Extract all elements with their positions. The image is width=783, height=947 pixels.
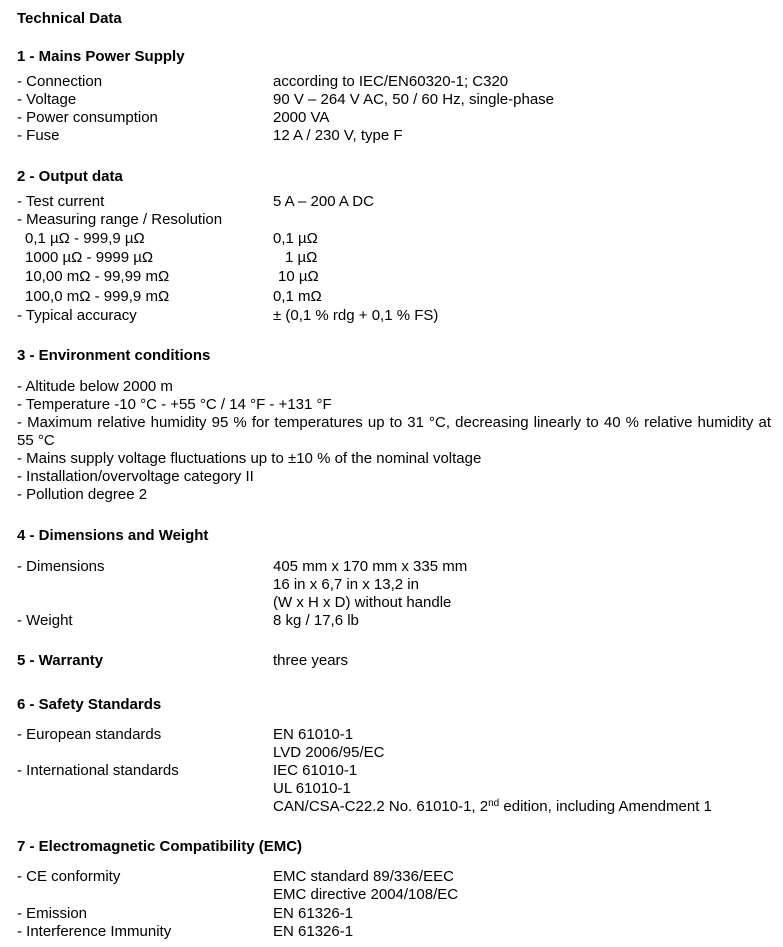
- dimensions-in: 16 in x 6,7 in x 13,2 in: [273, 576, 419, 593]
- interference-immunity-value: EN 61326-1: [273, 923, 354, 940]
- temperature-line: - Temperature -10 °C - +55 °C / 14 °F - +131 °F: [17, 396, 332, 413]
- power-consumption-value: 2000 VA: [273, 109, 330, 126]
- csa-superscript: nd: [488, 798, 500, 809]
- installation-category-line: - Installation/overvoltage category II: [17, 468, 254, 485]
- humidity-paragraph: - Maximum relative humidity 95 % for temperatures up to 31 °C, decreasing linearly to 40 % relative humidity at 55 °C: [17, 414, 771, 449]
- fuse-value: 12 A / 230 V, type F: [273, 127, 403, 144]
- altitude-line: - Altitude below 2000 m: [17, 378, 173, 395]
- typical-accuracy-label: - Typical accuracy: [17, 307, 137, 324]
- voltage-label: - Voltage: [17, 91, 77, 108]
- section-heading-emc: 7 - Electromagnetic Compatibility (EMC): [17, 838, 303, 855]
- ce-standard-1: EMC standard 89/336/EEC: [273, 868, 454, 885]
- section-heading-warranty: 5 - Warranty: [17, 652, 104, 669]
- weight-value: 8 kg / 17,6 lb: [273, 612, 359, 629]
- international-standards-label: - International standards: [17, 762, 179, 779]
- section-heading-dimensions: 4 - Dimensions and Weight: [17, 527, 209, 544]
- ce-standard-2: EMC directive 2004/108/EC: [273, 886, 459, 903]
- range-row-2: 1000 µΩ - 9999 µΩ: [25, 249, 154, 266]
- interference-immunity-label: - Interference Immunity: [17, 923, 172, 940]
- resolution-row-3: 10 µΩ: [278, 268, 319, 285]
- range-row-3: 10,00 mΩ - 99,99 mΩ: [25, 268, 170, 285]
- csa-prefix: CAN/CSA-C22.2 No. 61010-1, 2: [273, 798, 489, 815]
- dimensions-mm: 405 mm x 170 mm x 335 mm: [273, 558, 468, 575]
- dimensions-label: - Dimensions: [17, 558, 105, 575]
- section-heading-mains-power: 1 - Mains Power Supply: [17, 48, 185, 65]
- connection-value: according to IEC/EN60320-1; C320: [273, 73, 509, 90]
- resolution-row-1: 0,1 µΩ: [273, 230, 318, 247]
- emission-label: - Emission: [17, 905, 88, 922]
- emission-value: EN 61326-1: [273, 905, 354, 922]
- weight-label: - Weight: [17, 612, 73, 629]
- european-standards-label: - European standards: [17, 726, 162, 743]
- csa-standard: [273, 798, 712, 816]
- pollution-degree-line: - Pollution degree 2: [17, 486, 148, 503]
- voltage-value: 90 V – 264 V AC, 50 / 60 Hz, single-phase: [273, 91, 555, 108]
- ce-conformity-label: - CE conformity: [17, 868, 121, 885]
- csa-suffix: edition, including Amendment 1: [499, 798, 712, 815]
- range-row-4: 100,0 mΩ - 999,9 mΩ: [25, 288, 170, 305]
- page-title: Technical Data: [17, 10, 122, 27]
- section-heading-safety: 6 - Safety Standards: [17, 696, 162, 713]
- european-standard-2: LVD 2006/95/EC: [273, 744, 385, 761]
- range-row-1: 0,1 µΩ - 999,9 µΩ: [25, 230, 145, 247]
- warranty-value: three years: [273, 652, 349, 669]
- test-current-label: - Test current: [17, 193, 105, 210]
- section-heading-output-data: 2 - Output data: [17, 168, 123, 185]
- international-standard-2: UL 61010-1: [273, 780, 351, 797]
- european-standard-1: EN 61010-1: [273, 726, 354, 743]
- connection-label: - Connection: [17, 73, 103, 90]
- international-standard-1: IEC 61010-1: [273, 762, 358, 779]
- typical-accuracy-value: ± (0,1 % rdg + 0,1 % FS): [273, 307, 439, 324]
- section-heading-environment: 3 - Environment conditions: [17, 347, 211, 364]
- dimensions-note: (W x H x D) without handle: [273, 594, 452, 611]
- resolution-row-2: 1 µΩ: [285, 249, 318, 266]
- fuse-label: - Fuse: [17, 127, 60, 144]
- resolution-row-4: 0,1 mΩ: [273, 288, 322, 305]
- power-consumption-label: - Power consumption: [17, 109, 158, 126]
- test-current-value: 5 A – 200 A DC: [273, 193, 374, 210]
- measuring-range-label: - Measuring range / Resolution: [17, 211, 223, 228]
- mains-fluctuation-line: - Mains supply voltage fluctuations up to ±10 % of the nominal voltage: [17, 450, 482, 467]
